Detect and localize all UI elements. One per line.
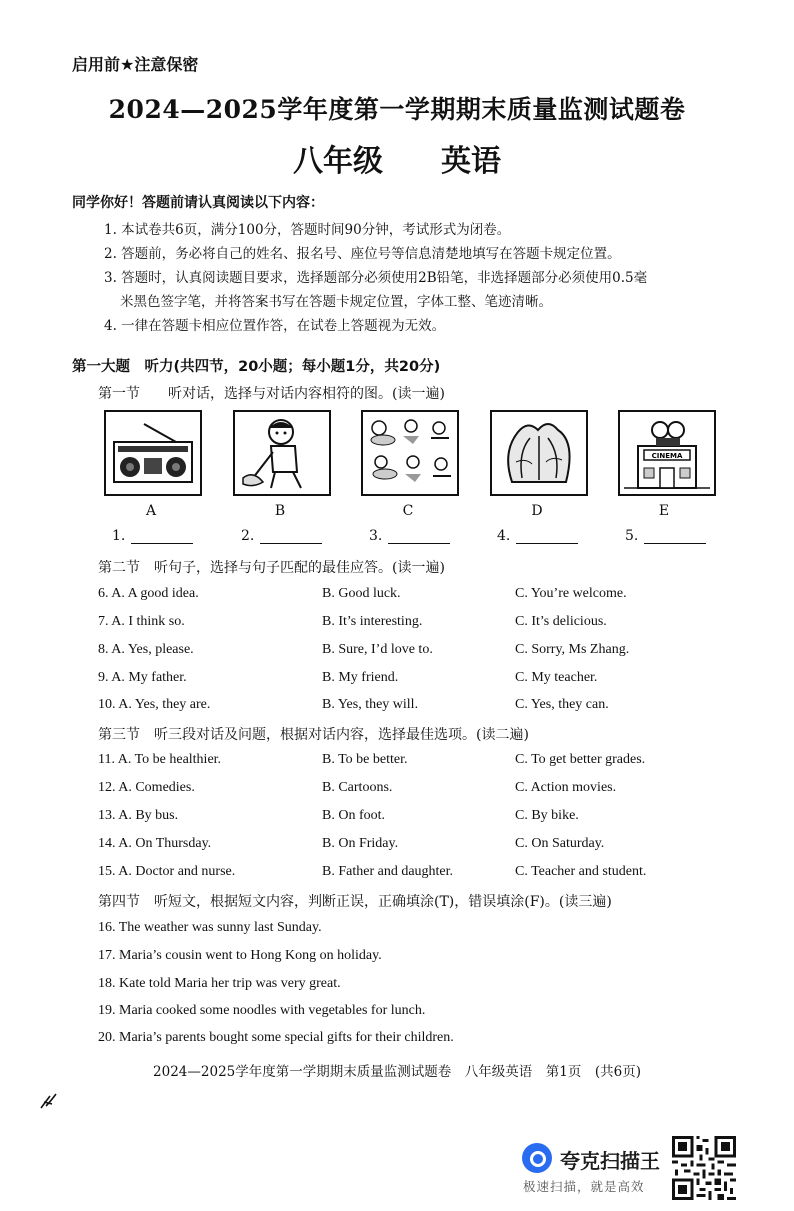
option-c: C. Sorry, Ms Zhang. xyxy=(515,642,630,657)
scanner-tagline: 极速扫描，就是高效 xyxy=(523,1179,645,1194)
statement: 20. Maria’s parents bought some special gifts for their children. xyxy=(98,1030,454,1045)
instruction-item: 3. 答题时，认真阅读题目要求，选择题部分必须使用2B铅笔，非选择题部分必须使用0.5毫 xyxy=(104,270,648,286)
option-a: 14. A. On Thursday. xyxy=(98,836,212,851)
picture-label: D xyxy=(531,503,543,519)
picture-label: A xyxy=(145,503,157,519)
grade-subject-title xyxy=(0,136,794,180)
option-b: B. Yes, they will. xyxy=(322,697,419,712)
blank-line xyxy=(260,529,322,544)
option-a: 8. A. Yes, please. xyxy=(98,642,194,657)
question-number: 2. xyxy=(241,528,255,544)
option-b: B. Good luck. xyxy=(322,586,401,601)
picture-a xyxy=(104,410,202,496)
option-a: 12. A. Comedies. xyxy=(98,780,195,795)
cinema-icon xyxy=(620,412,714,494)
option-c: C. Action movies. xyxy=(515,780,617,795)
radio-icon xyxy=(106,412,200,494)
option-b: B. My friend. xyxy=(322,670,399,685)
statement: 18. Kate told Maria her trip was very great. xyxy=(98,976,341,991)
instruction-item: 1. 本试卷共6页，满分100分，答题时间90分钟，考试形式为闭卷。 xyxy=(104,222,511,238)
blank-line xyxy=(644,529,706,544)
option-c: C. Teacher and student. xyxy=(515,864,647,879)
pen-mark-icon xyxy=(38,1090,60,1117)
option-b: B. To be better. xyxy=(322,752,408,767)
scanner-logo-icon xyxy=(522,1143,552,1173)
question-number: 3. xyxy=(369,528,383,544)
confidential-label: 启用前★注意保密 xyxy=(72,55,199,74)
question-number: 5. xyxy=(625,528,639,544)
cinema-sign: CINEMA xyxy=(651,452,683,460)
page-footer: 2024—2025学年度第一学期期末质量监测试题卷 八年级英语 第1页 (共6页) xyxy=(153,1064,641,1080)
grade-label: 八年级 xyxy=(293,144,383,179)
blank-line xyxy=(388,529,450,544)
section4-title: 第四节 听短文，根据短文内容，判断正误，正确填涂(T)，错误填涂(F)。(读三遍) xyxy=(98,894,612,910)
picture-label: E xyxy=(658,503,670,519)
option-c: C. It’s delicious. xyxy=(515,614,607,629)
answer-blank[interactable] xyxy=(625,528,706,544)
children-playing-icon xyxy=(363,412,457,494)
picture-b xyxy=(233,410,331,496)
instruction-item: 2. 答题前，务必将自己的姓名、报名号、座位号等信息清楚地填写在答题卡规定位置。 xyxy=(104,246,621,262)
option-c: C. To get better grades. xyxy=(515,752,646,767)
picture-c xyxy=(361,410,459,496)
option-b: B. On foot. xyxy=(322,808,385,823)
option-a: 13. A. By bus. xyxy=(98,808,179,823)
answer-blank[interactable] xyxy=(241,528,322,544)
blank-line xyxy=(516,529,578,544)
question-number: 1. xyxy=(112,528,126,544)
picture-label: B xyxy=(274,503,286,519)
option-b: B. Sure, I’d love to. xyxy=(322,642,433,657)
question-number: 4. xyxy=(497,528,511,544)
blank-line xyxy=(131,529,193,544)
option-a: 7. A. I think so. xyxy=(98,614,185,629)
picture-label: C xyxy=(402,503,414,519)
option-c: C. On Saturday. xyxy=(515,836,605,851)
instruction-item: 米黑色签字笔，并将答案书写在答题卡规定位置，字体工整、笔迹清晰。 xyxy=(120,294,552,310)
subject-label: 英语 xyxy=(441,144,501,179)
option-b: B. Father and daughter. xyxy=(322,864,454,879)
qr-code-icon xyxy=(672,1136,736,1200)
option-b: B. Cartoons. xyxy=(322,780,393,795)
statement: 17. Maria’s cousin went to Hong Kong on holiday. xyxy=(98,948,382,963)
statement: 16. The weather was sunny last Sunday. xyxy=(98,920,322,935)
section1-title: 第一节 听对话，选择与对话内容相符的图。(读一遍) xyxy=(98,386,445,402)
option-c: C. You’re welcome. xyxy=(515,586,627,601)
option-a: 10. A. Yes, they are. xyxy=(98,697,211,712)
instructions-greeting: 同学你好！答题前请认真阅读以下内容： xyxy=(72,195,324,211)
option-c: C. By bike. xyxy=(515,808,579,823)
picture-e xyxy=(618,410,716,496)
exam-title: 2024—2025学年度第一学期期末质量监测试题卷 xyxy=(108,95,686,124)
statement: 19. Maria cooked some noodles with vegetables for lunch. xyxy=(98,1003,426,1018)
option-a: 6. A. A good idea. xyxy=(98,586,199,601)
instruction-item: 4. 一律在答题卡相应位置作答，在试卷上答题视为无效。 xyxy=(104,318,446,334)
lettuce-icon xyxy=(492,412,586,494)
option-c: C. My teacher. xyxy=(515,670,598,685)
option-c: C. Yes, they can. xyxy=(515,697,609,712)
option-a: 11. A. To be healthier. xyxy=(98,752,222,767)
boy-sweeping-icon xyxy=(235,412,329,494)
answer-blank[interactable] xyxy=(112,528,193,544)
option-b: B. It’s interesting. xyxy=(322,614,423,629)
part1-heading: 第一大题 听力(共四节，20小题；每小题1分，共20分) xyxy=(72,359,441,375)
option-a: 9. A. My father. xyxy=(98,670,187,685)
section2-title: 第二节 听句子，选择与句子匹配的最佳应答。(读一遍) xyxy=(98,560,445,576)
answer-blank[interactable] xyxy=(369,528,450,544)
option-a: 15. A. Doctor and nurse. xyxy=(98,864,236,879)
scanner-brand-name: 夸克扫描王 xyxy=(560,1149,660,1173)
option-b: B. On Friday. xyxy=(322,836,399,851)
picture-d xyxy=(490,410,588,496)
answer-blank[interactable] xyxy=(497,528,578,544)
section3-title: 第三节 听三段对话及问题，根据对话内容，选择最佳选项。(读二遍) xyxy=(98,727,529,743)
